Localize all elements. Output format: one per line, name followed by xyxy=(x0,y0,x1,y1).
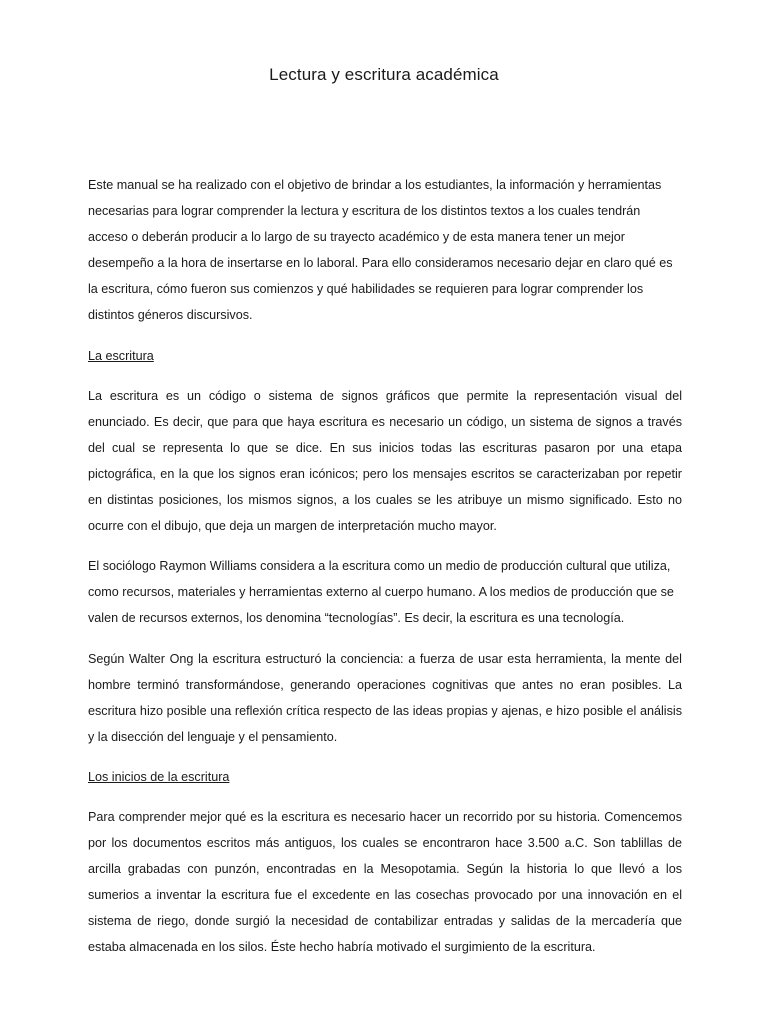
paragraph-historia-escritura: Para comprender mejor qué es la escritura es necesario hacer un recorrido por su historia. Comencemos por los documentos escritos más antiguos, los cuales se encontraron hace 3.500 a.C. Son tablillas de arcilla grabadas con punzón, encontradas en la Mesopotamia. Según la historia lo que llevó a los sumerios a inventar la escritura fue el excedente en las cosechas provocado por una innovación en el sistema de riego, donde surgió la necesidad de contabilizar entradas y salidas de la mercadería que estaba almacenada en los silos. Éste hecho habría motivado el surgimiento de la escritura. xyxy=(88,809,682,955)
paragraph-walter-ong: Según Walter Ong la escritura estructuró la conciencia: a fuerza de usar esta herramienta, la mente del hombre terminó transformándose, generando operaciones cognitivas que antes no eran posibles. La escritura hizo posible una reflexión crítica respecto de las ideas propias y ajenas, e hizo posible el análisis y la disección del lenguaje y el pensamiento. xyxy=(88,651,682,744)
section-heading-inicios-escritura: Los inicios de la escritura xyxy=(88,769,230,784)
document-body xyxy=(88,172,682,975)
paragraph-definicion-escritura: La escritura es un código o sistema de signos gráficos que permite la representación visual del enunciado. Es decir, que para que haya escritura es necesario un código, un sistema de signos a través del cual se representa lo que se dice. En sus inicios todas las escrituras pasaron por una etapa pictográfica, en la que los signos eran icónicos; pero los mensajes escritos se caracterizaban por repetir en distintas posiciones, los mismos signos, a los cuales se les atribuye un mismo significado. Esto no ocurre con el dibujo, que deja un margen de interpretación mucho mayor. xyxy=(88,388,682,534)
paragraph-raymon-williams: El sociólogo Raymon Williams considera a la escritura como un medio de producción cultural que utiliza, como recursos, materiales y herramientas externo al cuerpo humano. A los medios de producción que se valen de recursos externos, los denomina “tecnologías”. Es decir, la escritura es una tecnología. xyxy=(88,559,674,626)
section-heading-la-escritura: La escritura xyxy=(88,348,154,363)
document-title: Lectura y escritura académica xyxy=(269,65,499,84)
intro-paragraph: Este manual se ha realizado con el objetivo de brindar a los estudiantes, la información y herramientas necesarias para lograr comprender la lectura y escritura de los distintos textos a los cuales tendrán acceso o deberán producir a lo largo de su trayecto académico y de esta manera tener un mejor desempeño a la hora de insertarse en lo laboral. Para ello consideramos necesario dejar en claro qué es la escritura, cómo fueron sus comienzos y qué habilidades se requieren para lograr comprender los distintos géneros discursivos. xyxy=(88,178,673,323)
